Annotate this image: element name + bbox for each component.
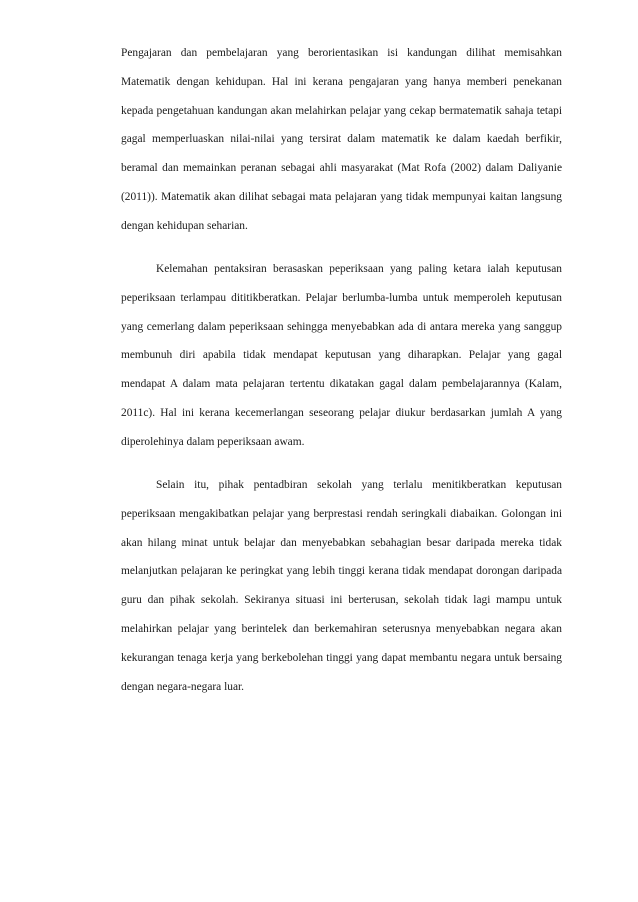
paragraph-1: Pengajaran dan pembelajaran yang berorientasikan isi kandungan dilihat memisahkan Matematik dengan kehidupan. Hal ini kerana pengajaran yang hanya memberi penekanan kepada pengetahuan kandungan akan melahirkan pelajar yang cekap bermatematik sahaja tetapi gagal memperluaskan nilai-nilai yang tersirat dalam matematik ke dalam kaedah berfikir, beramal dan memainkan peranan sebagai ahli masyarakat (Mat Rofa (2002) dalam Daliyanie (2011)). Matematik akan dilihat sebagai mata pelajaran yang tidak mempunyai kaitan langsung dengan kehidupan seharian. xyxy=(121,47,562,232)
paragraph-3: Selain itu, pihak pentadbiran sekolah yang terlalu menitikberatkan keputusan peperiksaan mengakibatkan pelajar yang berprestasi rendah seringkali diabaikan. Golongan ini akan hilang minat untuk belajar dan menyebabkan sebahagian besar daripada mereka tidak melanjutkan pelajaran ke peringkat yang lebih tinggi kerana tidak mendapat dorongan daripada guru dan pihak sekolah. Sekiranya situasi ini berterusan, sekolah tidak lagi mampu untuk melahirkan pelajar yang berintelek dan berkemahiran seterusnya menyebabkan negara akan kekurangan tenaga kerja yang berkebolehan tinggi yang dapat membantu negara untuk bersaing dengan negara-negara luar. xyxy=(121,478,562,693)
paragraph-2: Kelemahan pentaksiran berasaskan peperiksaan yang paling ketara ialah keputusan peperiksaan terlampau dititikberatkan. Pelajar berlumba-lumba untuk memperoleh keputusan yang cemerlang dalam peperiksaan sehingga menyebabkan ada di antara mereka yang sanggup membunuh diri apabila tidak mendapat keputusan yang diharapkan. Pelajar yang gagal mendapat A dalam mata pelajaran tertentu dikatakan gagal dalam pembelajarannya (Kalam, 2011c). Hal ini kerana kecemerlangan seseorang pelajar diukur berdasarkan jumlah A yang diperolehinya dalam peperiksaan awam. xyxy=(121,262,562,448)
document-body xyxy=(121,39,562,701)
